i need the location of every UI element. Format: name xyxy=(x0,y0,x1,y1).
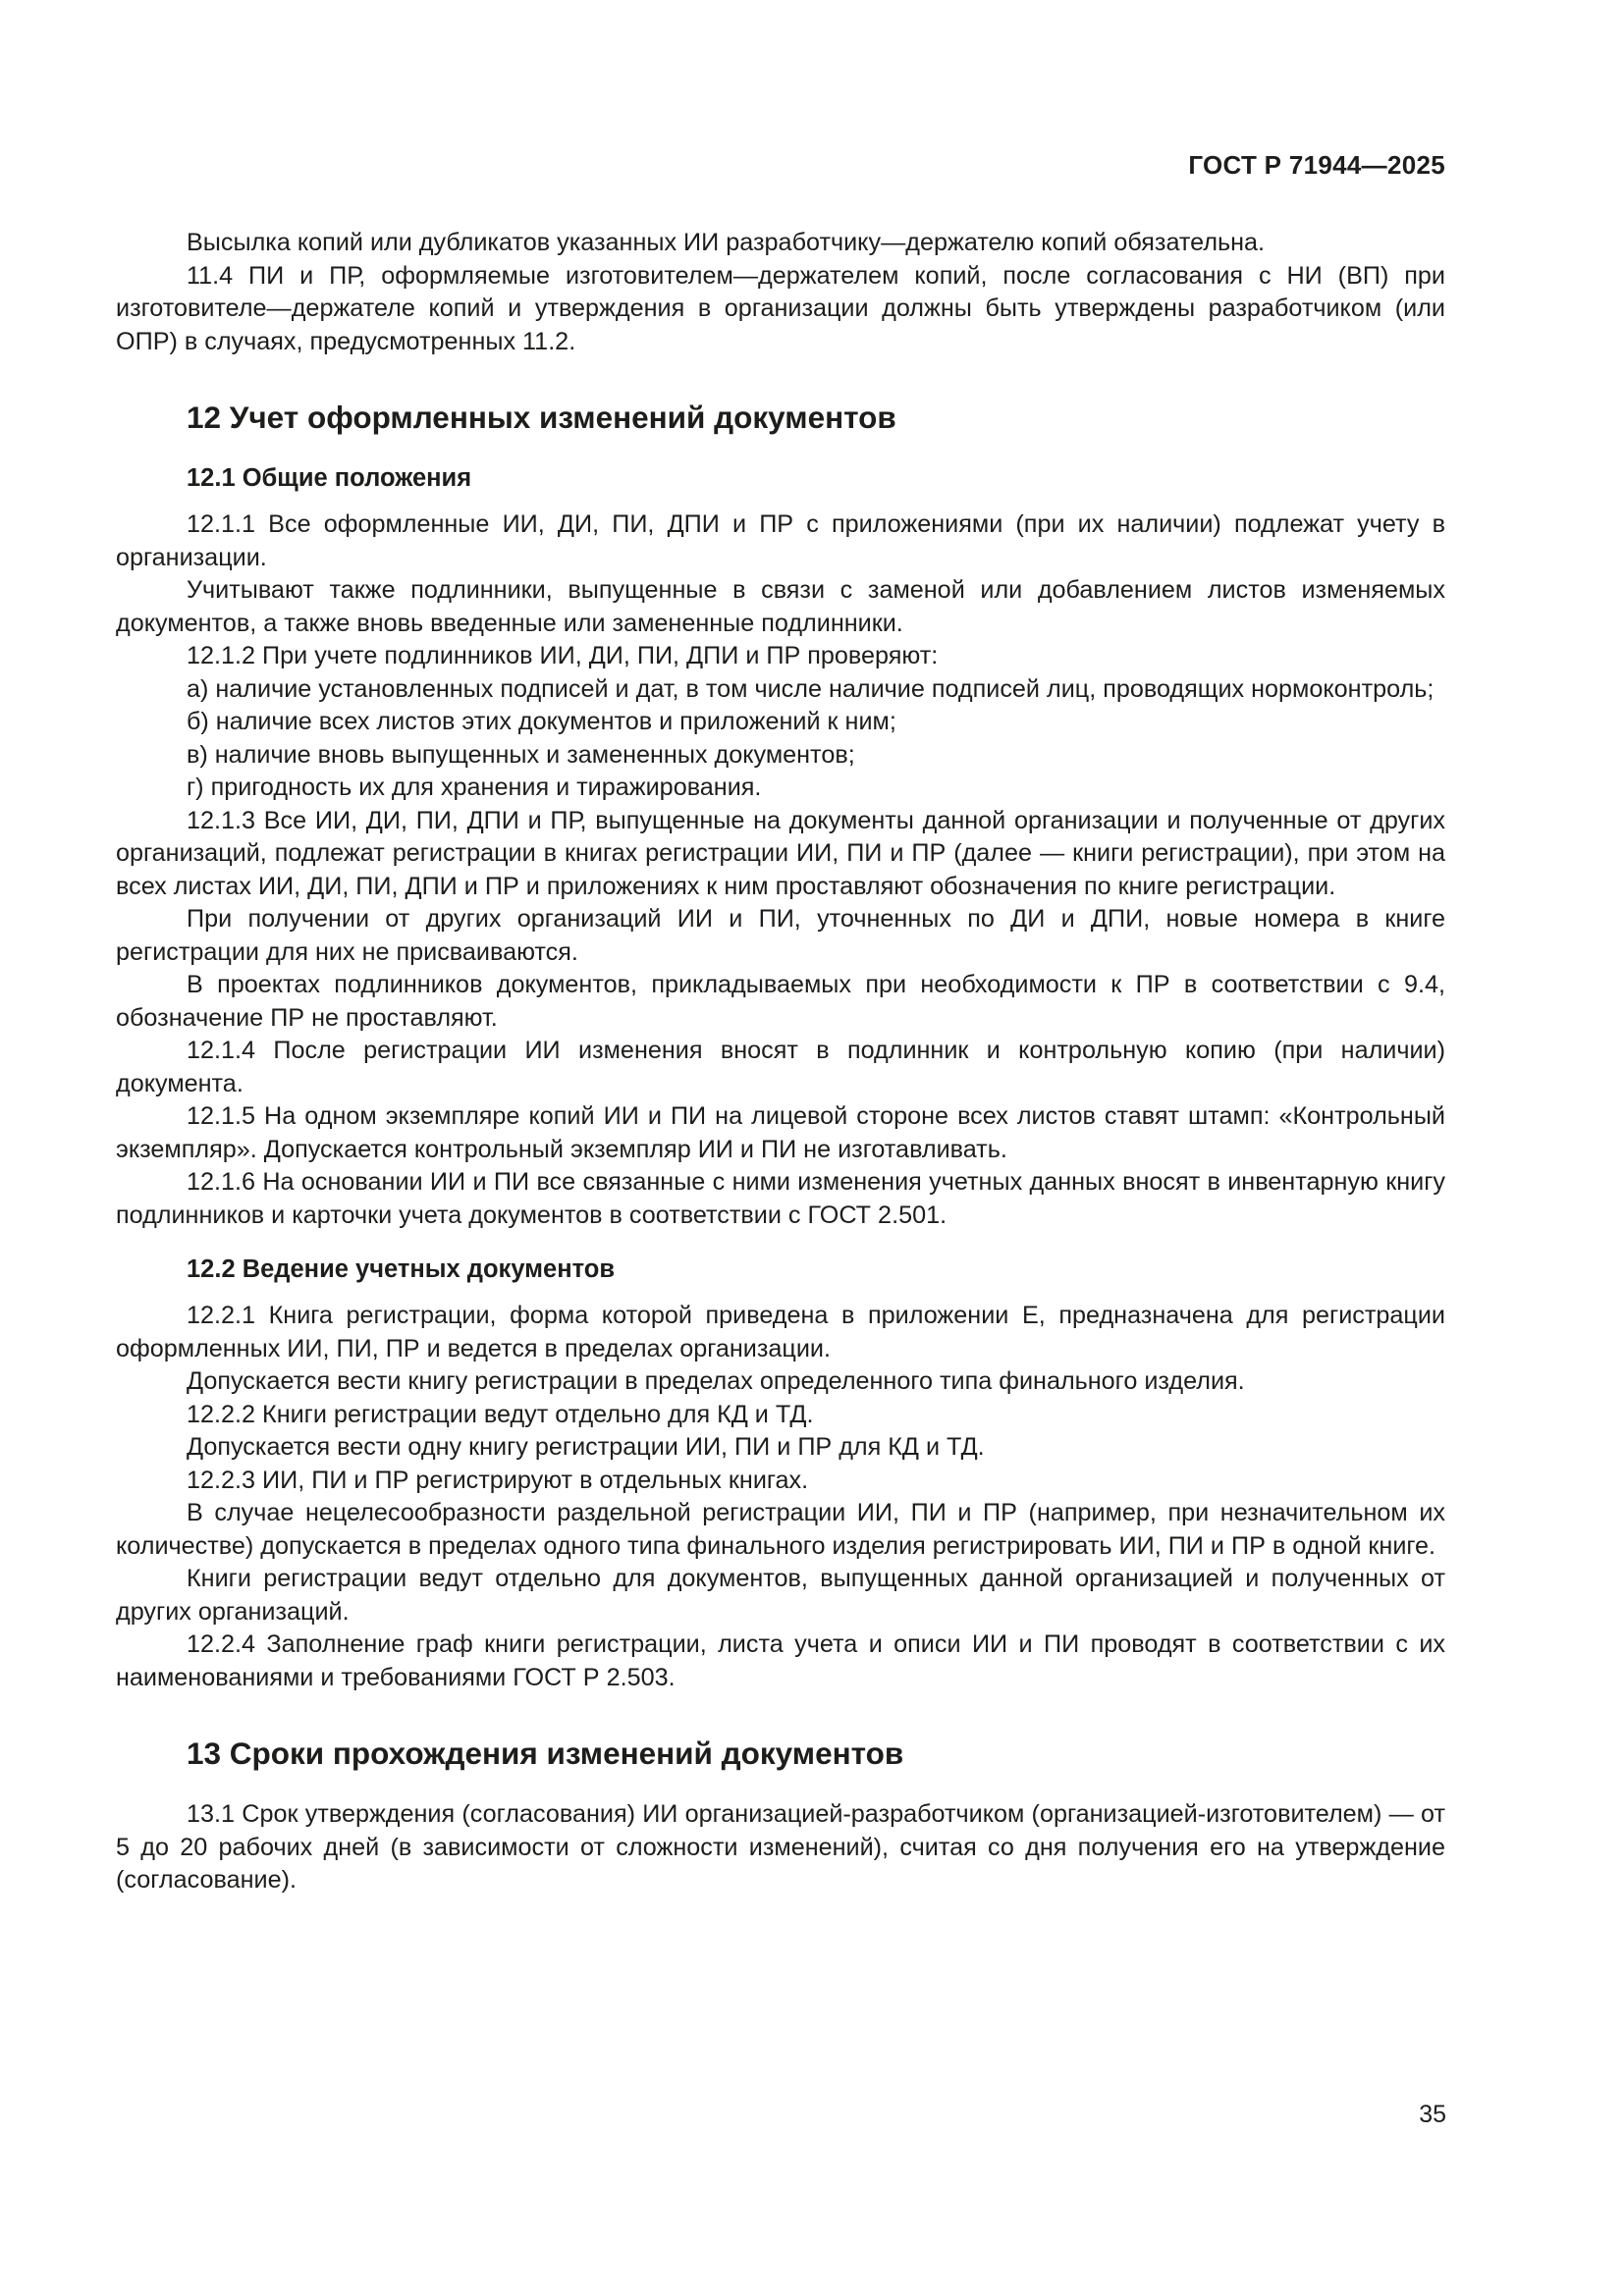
paragraph: В проектах подлинников документов, прикладываемых при необходимости к ПР в соответствии с 9.4, обозначение ПР не проставляют. xyxy=(116,971,1445,1032)
document-code: ГОСТ Р 71944—2025 xyxy=(1188,150,1445,180)
list-item: г) пригодность их для хранения и тиражирования. xyxy=(187,774,762,801)
section-heading-13: 13 Сроки прохождения изменений документов xyxy=(187,1735,904,1771)
paragraph: Допускается вести одну книгу регистрации ИИ, ПИ и ПР для КД и ТД. xyxy=(187,1433,985,1461)
paragraph: 12.1.4 После регистрации ИИ изменения вносят в подлинник и контрольную копию (при наличии) документа. xyxy=(116,1037,1445,1097)
paragraph: 12.2.3 ИИ, ПИ и ПР регистрируют в отдельных книгах. xyxy=(187,1466,809,1494)
paragraph: При получении от других организаций ИИ и ПИ, уточненных по ДИ и ДПИ, новые номера в книге регистрации для них не присваиваются. xyxy=(116,905,1445,966)
paragraph: 12.1.2 При учете подлинников ИИ, ДИ, ПИ, ДПИ и ПР проверяют: xyxy=(187,642,939,669)
paragraph: 12.2.2 Книги регистрации ведут отдельно для КД и ТД. xyxy=(187,1400,814,1428)
paragraph: Учитывают также подлинники, выпущенные в связи с заменой или добавлением листов изменяемых документов, а также вновь введенные или замененные подлинники. xyxy=(116,576,1445,637)
subsection-heading-12-1: 12.1 Общие положения xyxy=(187,464,472,492)
page-number: 35 xyxy=(1419,2101,1446,2128)
list-item: а) наличие установленных подписей и дат, в том числе наличие подписей лиц, проводящих нормоконтроль; xyxy=(187,674,1435,703)
section-heading-12: 12 Учет оформленных изменений документов xyxy=(187,400,896,435)
paragraph: 12.1.5 На одном экземпляре копий ИИ и ПИ на лицевой стороне всех листов ставят штамп: «Контрольный экземпляр». Допускается контрольный экземпляр ИИ и ПИ не изготавливать. xyxy=(116,1102,1445,1163)
paragraph: 12.2.4 Заполнение граф книги регистрации, листа учета и описи ИИ и ПИ проводят в соответствии с их наименованиями и требованиями ГОСТ Р 2.503. xyxy=(116,1630,1445,1691)
paragraph: 12.1.3 Все ИИ, ДИ, ПИ, ДПИ и ПР, выпущенные на документы данной организации и полученные от других организаций, подлежат регистрации в книгах регистрации ИИ, ПИ и ПР (далее — книги регистрации), при этом на всех листах ИИ, ДИ, ПИ, ДПИ и ПР и приложениях к ним проставляют обозначения по книге регистрации. xyxy=(116,806,1445,900)
list-item: б) наличие всех листов этих документов и приложений к ним; xyxy=(187,708,896,735)
paragraph: Высылка копий или дубликатов указанных ИИ разработчику—держателю копий обязательна. xyxy=(187,229,1266,256)
page-content xyxy=(116,227,1445,1897)
subsection-heading-12-2: 12.2 Ведение учетных документов xyxy=(187,1255,616,1283)
paragraph: 11.4 ПИ и ПР, оформляемые изготовителем—держателем копий, после согласования с НИ (ВП) при изготовителе—держателе копий и утверждения в организации должны быть утверждены разработчиком (или ОПР) в случаях, предусмотренных 11.2. xyxy=(116,261,1445,355)
paragraph: Допускается вести книгу регистрации в пределах определенного типа финального изделия. xyxy=(187,1367,1245,1395)
paragraph: В случае нецелесообразности раздельной регистрации ИИ, ПИ и ПР (например, при незначительном их количестве) допускается в пределах одного типа финального изделия регистрировать ИИ, ПИ и ПР в одной книге. xyxy=(116,1499,1445,1560)
paragraph: 12.1.1 Все оформленные ИИ, ДИ, ПИ, ДПИ и ПР с приложениями (при их наличии) подлежат учету в организации. xyxy=(116,510,1445,571)
paragraph: 13.1 Срок утверждения (согласования) ИИ организацией-разработчиком (организацией-изготовителем) — от 5 до 20 рабочих дней (в зависимости от сложности изменений), считая со дня получения его на утверждение (согласование). xyxy=(116,1800,1445,1894)
paragraph: 12.2.1 Книга регистрации, форма которой приведена в приложении Е, предназначена для регистрации оформленных ИИ, ПИ, ПР и ведется в пределах организации. xyxy=(116,1302,1445,1362)
paragraph: 12.1.6 На основании ИИ и ПИ все связанные с ними изменения учетных данных вносят в инвентарную книгу подлинников и карточки учета документов в соответствии с ГОСТ 2.501. xyxy=(116,1168,1445,1229)
paragraph: Книги регистрации ведут отдельно для документов, выпущенных данной организацией и полученных от других организаций. xyxy=(116,1565,1445,1626)
list-item: в) наличие вновь выпущенных и замененных документов; xyxy=(187,740,855,769)
